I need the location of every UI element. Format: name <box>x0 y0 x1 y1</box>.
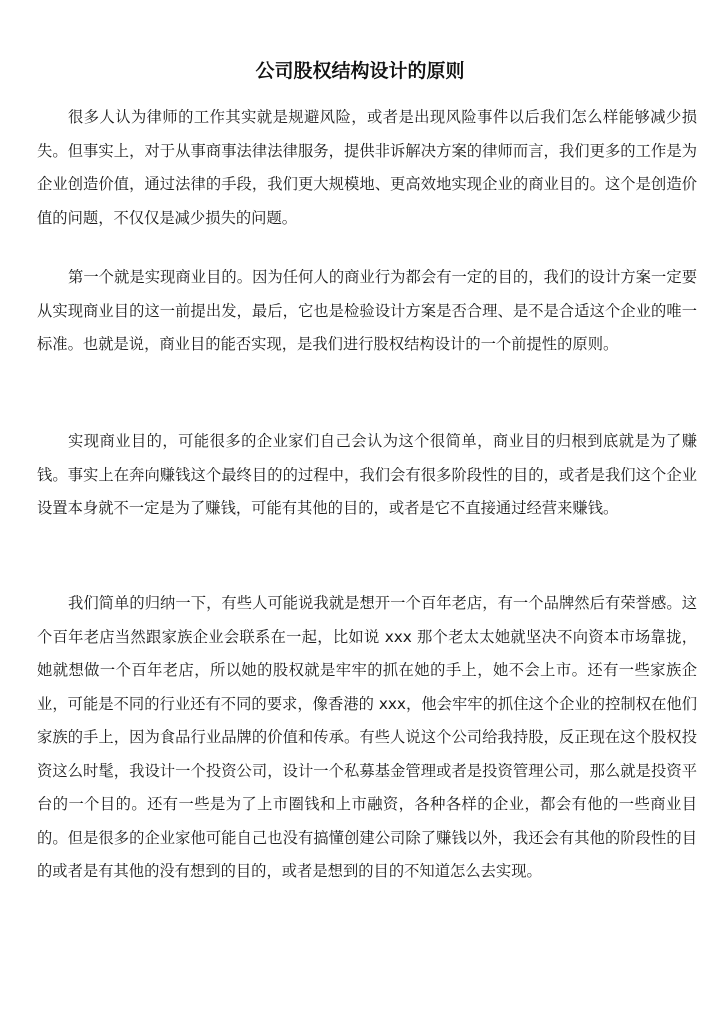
paragraph-3: 实现商业目的，可能很多的企业家们自己会认为这个很简单，商业目的归根到底就是为了赚钱。事实上在奔向赚钱这个最终目的的过程中，我们会有很多阶段性的目的，或者是我们这个企业设置本身就不一定是为了赚钱，可能有其他的目的，或者是它不直接通过经营来赚钱。 <box>37 432 697 517</box>
document-title: 公司股权结构设计的原则 <box>255 60 465 82</box>
paragraph-2: 第一个就是实现商业目的。因为任何人的商业行为都会有一定的目的，我们的设计方案一定要从实现商业目的这一前提出发，最后，它也是检验设计方案是否合理、是不是合适这个企业的唯一标准。也就是说，商业目的能否实现，是我们进行股权结构设计的一个前提性的原则。 <box>37 268 697 353</box>
paragraph-1: 很多人认为律师的工作其实就是规避风险，或者是出现风险事件以后我们怎么样能够减少损失。但事实上，对于从事商事法律法律服务，提供非诉解决方案的律师而言，我们更多的工作是为企业创造价值，通过法律的手段，我们更大规模地、更高效地实现企业的商业目的。这个是创造价值的问题，不仅仅是减少损失的问题。 <box>37 108 697 227</box>
paragraph-4: 我们简单的归纳一下，有些人可能说我就是想开一个百年老店，有一个品牌然后有荣誉感。这个百年老店当然跟家族企业会联系在一起，比如说 xxx 那个老太太她就坚决不向资本市场靠拢，她就想做一个百年老店，所以她的股权就是牢牢的抓在她的手上，她不会上市。还有一些家族企业，可能是不同的行业还有不同的要求，像香港的 xxx，他会牢牢的抓住这个企业的控制权在他们家族的手上，因为食品行业品牌的价值和传承。有些人说这个公司给我持股，反正现在这个股权投资这么时髦，我设计一个投资公司，设计一个私募基金管理或者是投资管理公司，那么就是投资平台的一个目的。还有一些是为了上市圈钱和上市融资，各种各样的企业，都会有他的一些商业目的。但是很多的企业家他可能自己也没有搞懂创建公司除了赚钱以外，我还会有其他的阶段性的目的或者是有其他的没有想到的目的，或者是想到的目的不知道怎么去实现。 <box>37 594 697 880</box>
